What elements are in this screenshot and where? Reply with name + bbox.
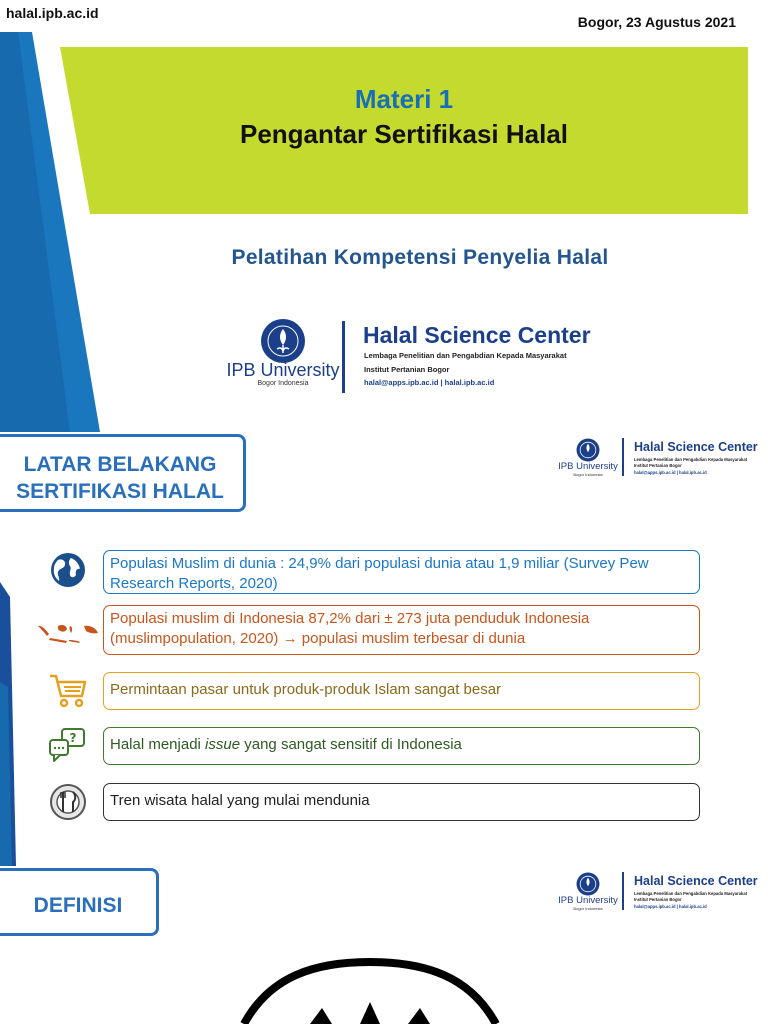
hsc-university-line: Institut Pertanian Bogor — [634, 463, 682, 468]
slide-definisi — [0, 866, 768, 1024]
section-title: DEFINISI — [33, 894, 123, 917]
ipb-location-label: Bogor Indonesia — [257, 380, 309, 387]
hsc-name: Halal Science Center — [363, 322, 591, 348]
site-url: halal.ipb.ac.id — [6, 5, 99, 21]
logo-divider — [342, 321, 345, 393]
section-title-box — [0, 434, 246, 512]
list-item: Populasi muslim di Indonesia 87,2% dari ± 273 juta penduduk Indonesia (muslimpopulation, 2020) → populasi muslim terbesar di dunia — [103, 605, 700, 655]
list-item: Permintaan pasar untuk produk-produk Islam sangat besar — [103, 672, 700, 710]
presentation-date: Bogor, 23 Agustus 2021 — [577, 14, 736, 30]
chat-bubbles-icon — [46, 726, 90, 766]
logo-divider — [622, 872, 624, 910]
list-item: Populasi Muslim di dunia : 24,9% dari populasi dunia atau 1,9 miliar (Survey Pew Research Reports, 2020) — [103, 550, 700, 594]
list-item: Halal menjadi issue yang sangat sensitif di Indonesia — [103, 727, 700, 765]
ipb-university-label: IPB University — [558, 895, 618, 906]
hsc-institution-line: Lembaga Penelitian dan Pengabdian Kepada Masyarakat — [634, 457, 748, 462]
shopping-cart-icon — [46, 670, 90, 710]
ipb-hsc-logo — [556, 870, 766, 914]
hsc-contact-line: halal@apps.ipb.ac.id | halal.ipb.ac.id — [364, 378, 495, 387]
section-title-line2: SERTIFIKASI HALAL — [16, 480, 224, 503]
hsc-university-line: Institut Pertanian Bogor — [634, 897, 682, 902]
hsc-institution-line: Lembaga Penelitian dan Pengabdian Kepada Masyarakat — [634, 891, 748, 896]
ipb-university-label: IPB University — [226, 360, 340, 380]
ipb-seal-icon — [576, 438, 600, 462]
dining-icon — [46, 782, 90, 822]
slide-background — [0, 432, 768, 866]
hsc-contact-line: halal@apps.ipb.ac.id | halal.ipb.ac.id — [634, 470, 707, 475]
training-subtitle: Pelatihan Kompetensi Penyelia Halal — [231, 246, 609, 269]
section-title-box — [0, 868, 159, 936]
ipb-seal-icon — [576, 872, 600, 896]
halal-logo-partial — [240, 958, 500, 1024]
hsc-contact-line: halal@apps.ipb.ac.id | halal.ipb.ac.id — [634, 904, 707, 909]
svg-text:?: ? — [69, 731, 77, 745]
hsc-name: Halal Science Center — [634, 440, 758, 454]
section-title-line1: LATAR BELAKANG — [23, 453, 217, 476]
ipb-university-label: IPB University — [558, 461, 618, 472]
list-item: Tren wisata halal yang mulai mendunia — [103, 783, 700, 821]
slide-title — [0, 0, 768, 432]
logo-divider — [622, 438, 624, 476]
ipb-hsc-logo — [556, 436, 766, 480]
globe-icon — [46, 550, 90, 590]
ipb-seal-icon — [260, 318, 306, 364]
hsc-institution-line: Lembaga Penelitian dan Pengabdian Kepada Masyarakat — [364, 351, 567, 360]
ipb-location-label: Bogor Indonesia — [573, 906, 603, 911]
slide-title-text: Pengantar Sertifikasi Halal — [239, 119, 569, 149]
ipb-location-label: Bogor Indonesia — [573, 472, 603, 477]
indonesia-map-icon — [36, 612, 100, 652]
hsc-university-line: Institut Pertanian Bogor — [364, 365, 450, 374]
materi-label: Materi 1 — [354, 84, 454, 114]
ipb-hsc-logo — [218, 318, 618, 398]
hsc-name: Halal Science Center — [634, 874, 758, 888]
